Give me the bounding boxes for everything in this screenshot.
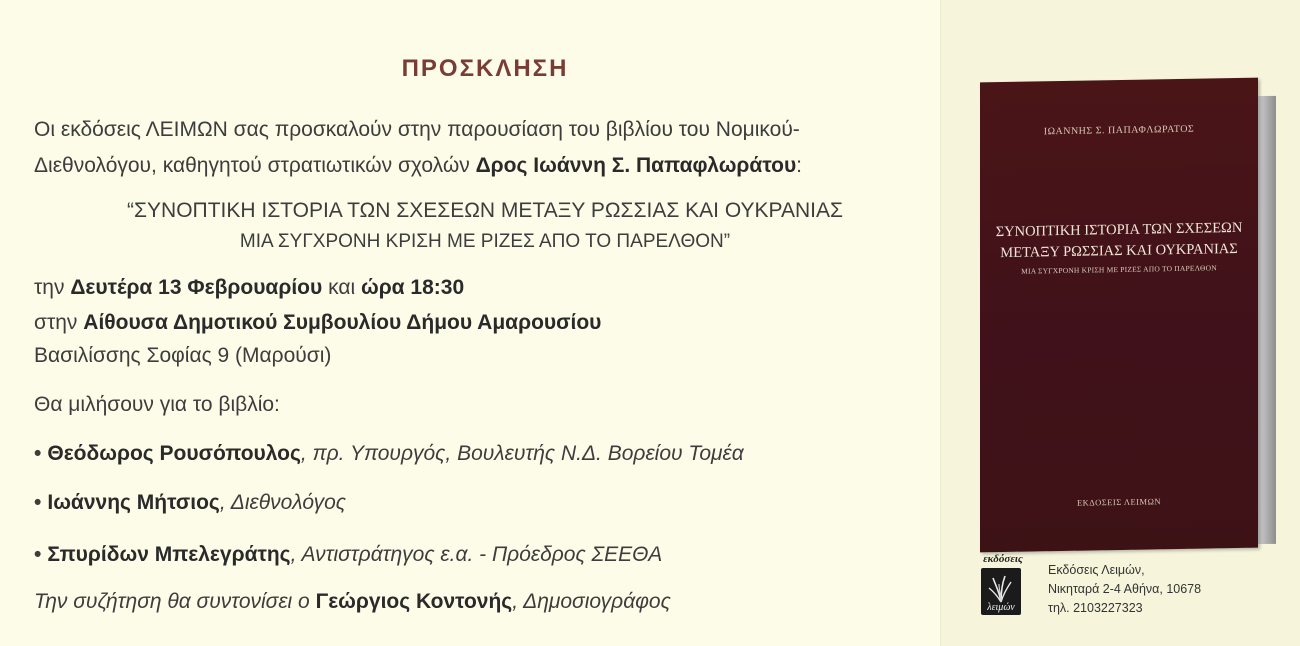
event-time: ώρα 18:30 [360,276,465,299]
speaker-role: , Διεθνολόγος [219,491,347,514]
time-connector: και [322,276,361,299]
book-cover-title [980,218,1258,265]
event-venue [34,311,601,335]
speaker-item [34,543,662,567]
date-prefix: την [34,276,71,299]
venue-name: Αίθουσα Δημοτικού Συμβουλίου Δήμου Αμαρουσίου [83,311,602,334]
speaker-item [34,491,346,515]
book-title-line-1: “ΣΥΝΟΠΤΙΚΗ ΙΣΤΟΡΙΑ ΤΩΝ ΣΧΕΣΕΩΝ ΜΕΤΑΞΥ ΡΩΣΣΙΑΣ ΚΑΙ ΟΥΚΡΑΝΙΑΣ [127,199,843,222]
book-cover-subtitle: ΜΙΑ ΣΥΓΧΡΟΝΗ ΚΡΙΣΗ ΜΕ ΡΙΖΕΣ ΑΠΟ ΤΟ ΠΑΡΕΛΘΟΝ [1021,263,1217,276]
moderator-prefix: Την συζήτηση θα συντονίσει ο [34,590,316,613]
speaker-role: , Αντιστράτηγος ε.α. - Πρόεδρος ΣΕΕΘΑ [290,543,663,566]
intro-line-1: Οι εκδόσεις ΛΕΙΜΩΝ σας προσκαλούν στην παρουσίαση του βιβλίου του Νομικού- [34,118,800,141]
intro-line-2 [34,154,802,178]
book-cover [980,78,1258,553]
event-address: Βασιλίσσης Σοφίας 9 (Μαρούσι) [34,344,332,367]
book-cover-publisher: ΕΚΔΟΣΕΙΣ ΛΕΙΜΩΝ [1076,496,1162,508]
moderator-line [34,590,671,614]
speaker-name: Ιωάννης Μήτσιος [47,491,220,514]
book-title-line-2: ΜΙΑ ΣΥΓΧΡΟΝΗ ΚΡΙΣΗ ΜΕ ΡΙΖΕΣ ΑΠΟ ΤΟ ΠΑΡΕΛΘΟΝ” [239,231,731,252]
intro-text: Διεθνολόγου, καθηγητού στρατιωτικών σχολών [34,154,476,177]
publisher-name: Εκδόσεις Λειμών, [1048,563,1145,577]
book-cover-title-line-1: ΣΥΝΟΠΤΙΚΗ ΙΣΤΟΡΙΑ ΤΩΝ ΣΧΕΣΕΩΝ [995,219,1243,241]
event-date: Δευτέρα 13 Φεβρουαρίου [70,276,323,299]
invitation-title: ΠΡΟΣΚΛΗΣΗ [401,55,569,82]
bullet: • [34,491,42,514]
bullet: • [34,543,42,566]
intro-colon: : [796,154,803,177]
venue-prefix: στην [34,311,84,334]
book-author: ΙΩΑΝΝΗΣ Σ. ΠΑΠΑΦΛΩΡΑΤΟΣ [1043,123,1195,138]
book-pages-edge [1258,96,1276,544]
event-datetime [34,276,464,300]
publisher-address: Νικηταρά 2-4 Αθήνα, 10678 [1048,582,1202,596]
publisher-logo [981,568,1021,615]
speaker-item [34,442,744,466]
moderator-role: , Δημοσιογράφος [512,590,671,613]
publisher-logo-word: λειμών [987,602,1015,613]
speaker-name: Θεόδωρος Ρουσόπουλος [47,442,301,465]
publisher-logo-caption: εκδόσεις [983,553,1023,565]
speakers-intro: Θα μιλήσουν για το βιβλίο: [34,393,280,416]
bullet: • [34,442,42,465]
author-name: Δρος Ιωάννη Σ. Παπαφλωράτου [475,154,797,177]
publisher-phone: τηλ. 2103227323 [1048,601,1143,615]
speaker-name: Σπυρίδων Μπελεγράτης [47,543,291,566]
book-cover-title-line-2: ΜΕΤΑΞΥ ΡΩΣΣΙΑΣ ΚΑΙ ΟΥΚΡΑΝΙΑΣ [1000,240,1238,262]
speaker-role: , πρ. Υπουργός, Βουλευτής Ν.Δ. Βορείου Τομέα [300,442,744,465]
moderator-name: Γεώργιος Κοντονής [315,590,513,613]
